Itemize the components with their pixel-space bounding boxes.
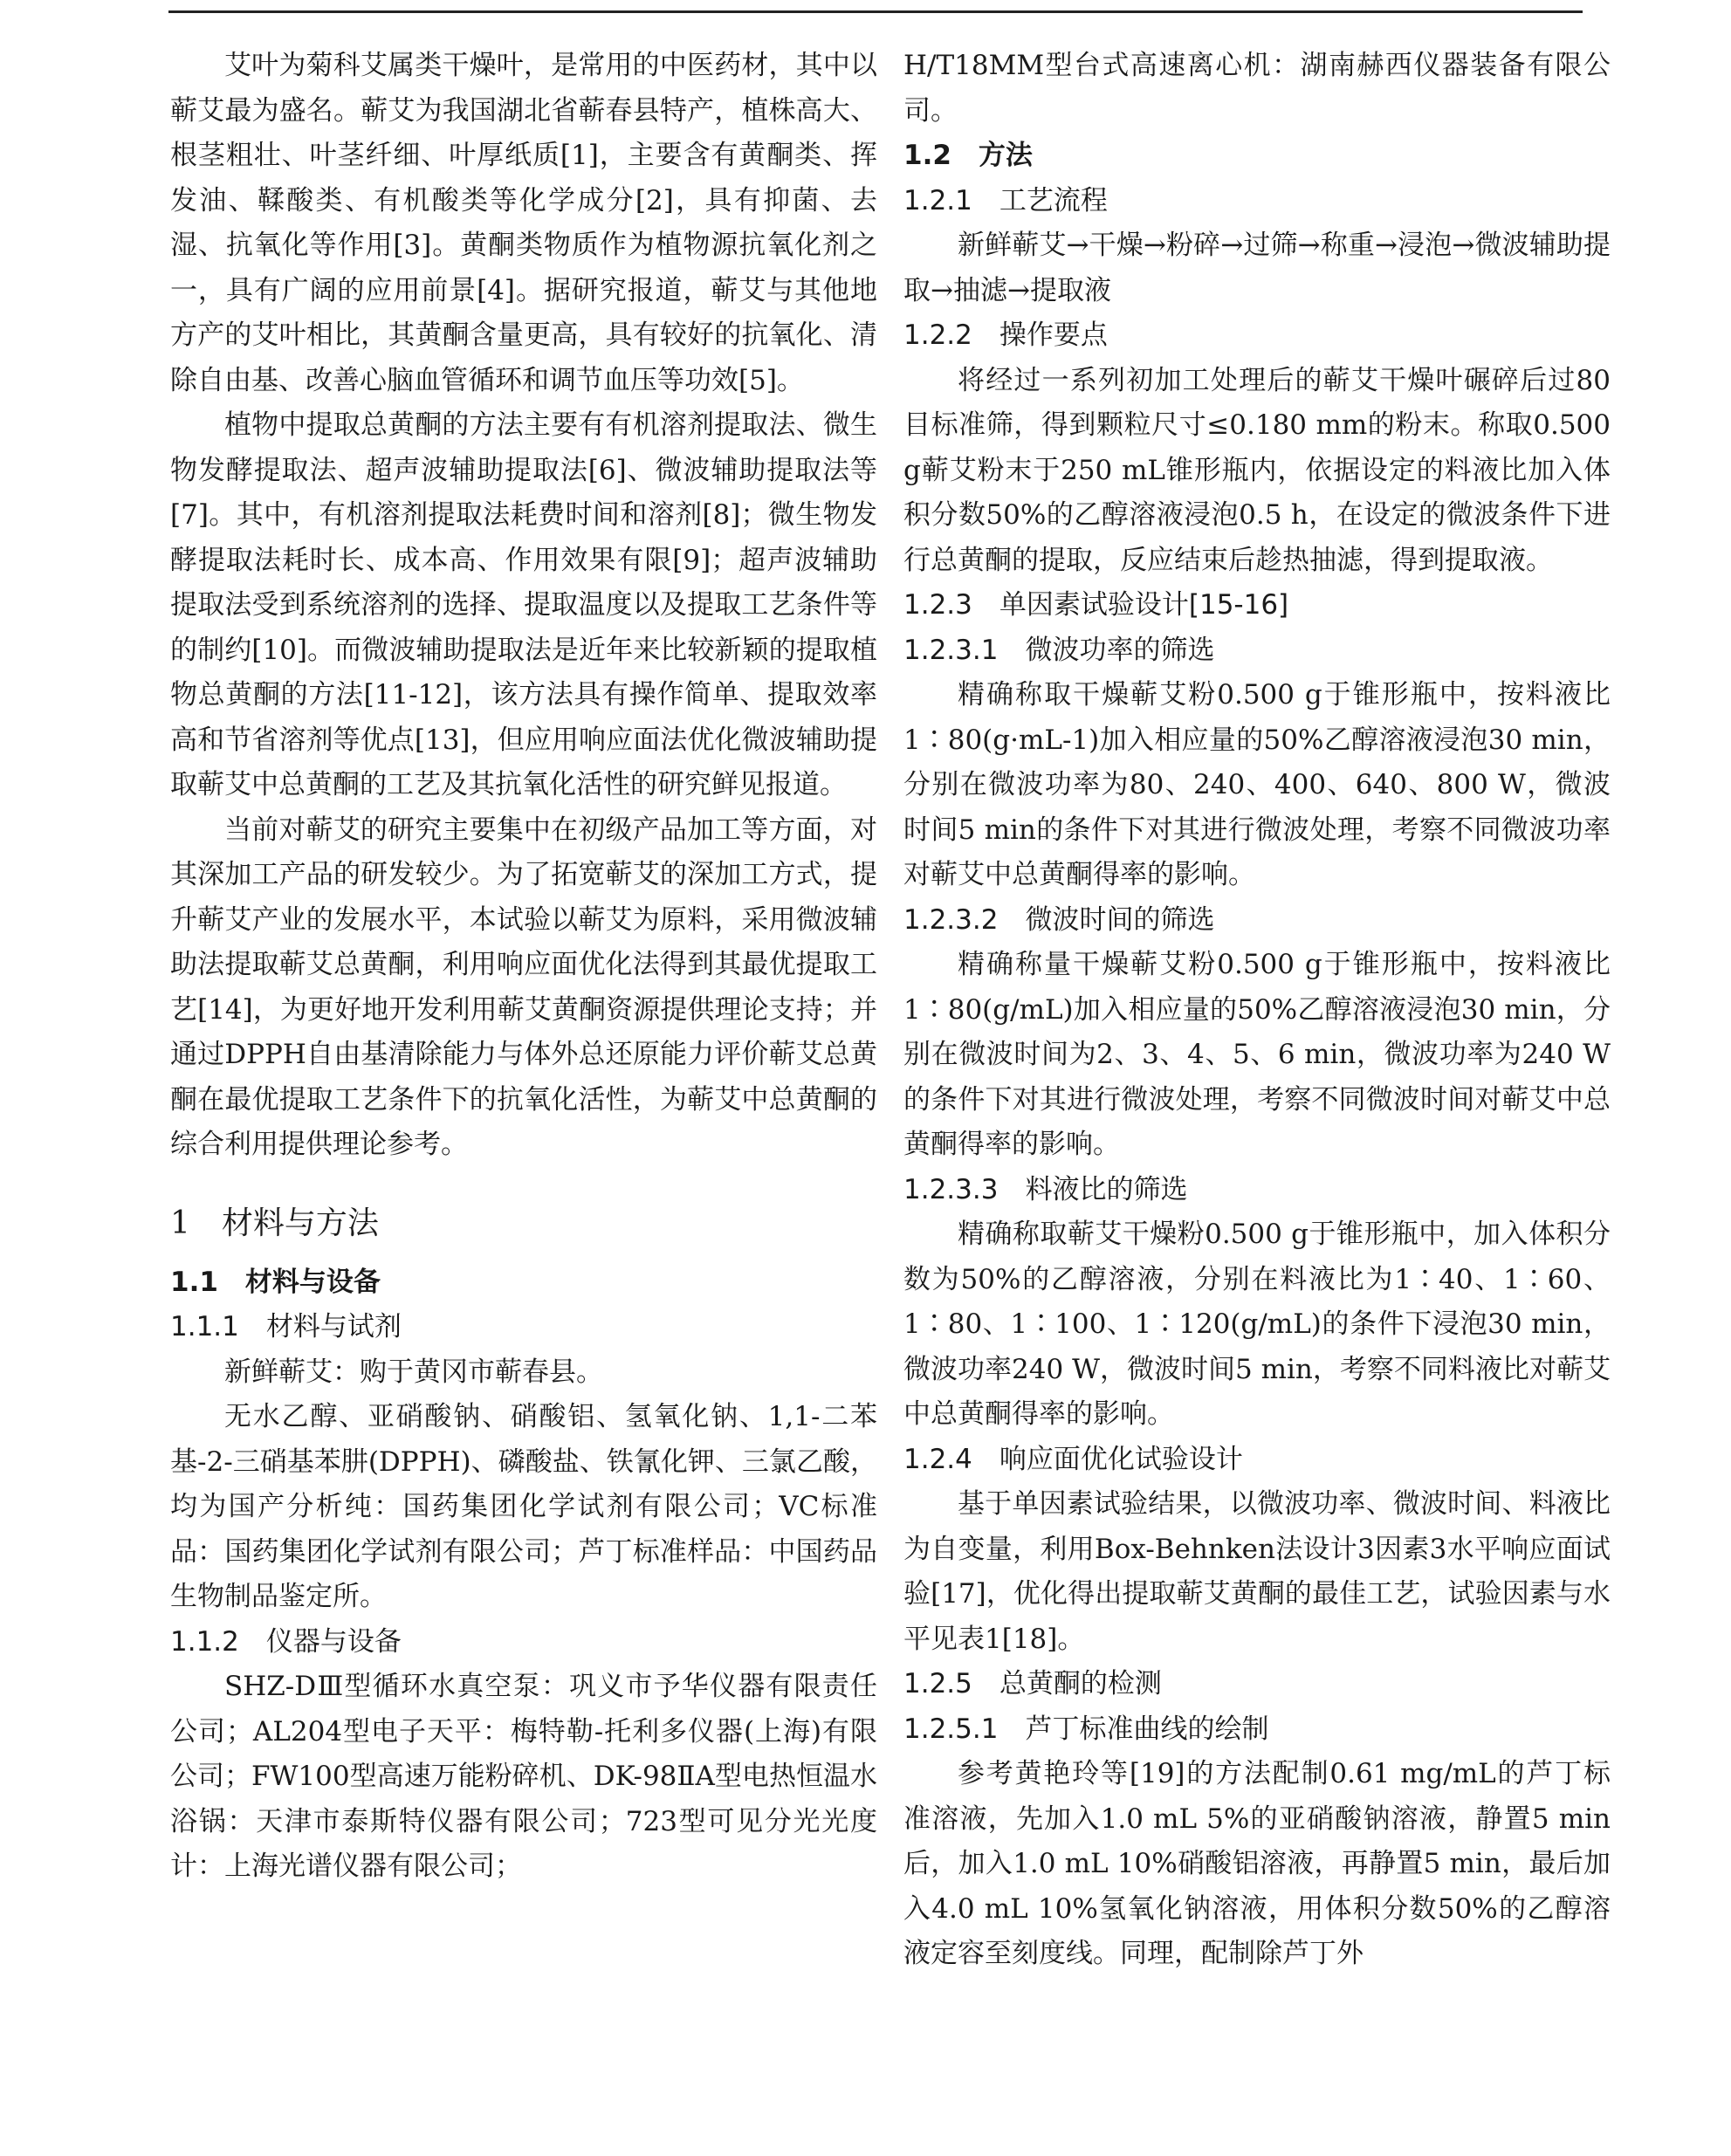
solid-liquid-ratio-paragraph: 精确称取蕲艾干燥粉0.500 g于锥形瓶中，加入体积分数为50%的乙醇溶液，分别在料液比为1∶40、1∶60、1∶80、1∶100、1∶120(g/mL)的条件下浸泡30 min，微波功率240 W，微波时间5 min，考察不同料液比对蕲艾中总黄酮得率的影响。 <box>903 1219 1611 1430</box>
subsection-heading-1-2-3: 1.2.3 单因素试验设计[15-16] <box>903 589 1289 621</box>
subsection-heading-1-2: 1.2 方法 <box>903 140 1033 171</box>
section-heading-materials-methods: 1 材料与方法 <box>170 1205 379 1241</box>
microwave-power-paragraph: 精确称取干燥蕲艾粉0.500 g于锥形瓶中，按料液比1∶80(g·mL-1)加入相应量的50%乙醇溶液浸泡30 min，分别在微波功率为80、240、400、640、800 W，微波时间5 min的条件下对其进行微波处理，考察不同微波功率对蕲艾中总黄酮得率的影响。 <box>903 679 1611 890</box>
equipment-paragraph-continued: H/T18MM型台式高速离心机：湖南赫西仪器装备有限公司。 <box>903 50 1611 127</box>
materials-paragraph-1: 新鲜蕲艾：购于黄冈市蕲春县。 <box>224 1356 603 1388</box>
intro-paragraph-1: 艾叶为菊科艾属类干燥叶，是常用的中医药材，其中以蕲艾最为盛名。蕲艾为我国湖北省蕲春县特产，植株高大、根茎粗壮、叶茎纤细、叶厚纸质[1]，主要含有黄酮类、挥发油、鞣酸类、有机酸类等化学成分[2]，具有抑菌、去湿、抗氧化等作用[3]。黄酮类物质作为植物源抗氧化剂之一，具有广阔的应用前景[4]。据研究报道，蕲艾与其他地方产的艾叶相比，其黄酮含量更高，具有较好的抗氧化、清除自由基、改善心脑血管循环和调节血压等功效[5]。 <box>170 50 877 396</box>
intro-paragraph-2: 植物中提取总黄酮的方法主要有有机溶剂提取法、微生物发酵提取法、超声波辅助提取法[6]、微波辅助提取法等[7]。其中，有机溶剂提取法耗费时间和溶剂[8]；微生物发酵提取法耗时长、成本高、作用效果有限[9]；超声波辅助提取法受到系统溶剂的选择、提取温度以及提取工艺条件等的制约[10]。而微波辅助提取法是近年来比较新颖的提取植物总黄酮的方法[11-12]，该方法具有操作简单、提取效率高和节省溶剂等优点[13]，但应用响应面法优化微波辅助提取蕲艾中总黄酮的工艺及其抗氧化活性的研究鲜见报道。 <box>170 409 877 800</box>
right-column <box>903 44 1611 1977</box>
equipment-paragraph: SHZ-DⅢ型循环水真空泵：巩义市予华仪器有限责任公司；AL204型电子天平：梅特勒-托利多仪器(上海)有限公司；FW100型高速万能粉碎机、DK-98ⅡA型电热恒温水浴锅：天津市泰斯特仪器有限公司；723型可见分光光度计：上海光谱仪器有限公司； <box>170 1671 877 1882</box>
subsection-heading-1-2-3-3: 1.2.3.3 料液比的筛选 <box>903 1173 1188 1205</box>
header-rule <box>168 10 1583 13</box>
left-column <box>170 44 877 1890</box>
subsection-heading-1-2-5-1: 1.2.5.1 芦丁标准曲线的绘制 <box>903 1713 1269 1745</box>
operation-points-paragraph: 将经过一系列初加工处理后的蕲艾干燥叶碾碎后过80目标准筛，得到颗粒尺寸≤0.180 mm的粉末。称取0.500 g蕲艾粉末于250 mL锥形瓶内，依据设定的料液比加入体积分数50%的乙醇溶液浸泡0.5 h，在设定的微波条件下进行总黄酮的提取，反应结束后趁热抽滤，得到提取液。 <box>903 364 1611 576</box>
subsection-heading-1-2-2: 1.2.2 操作要点 <box>903 319 1108 351</box>
subsection-heading-1-1: 1.1 材料与设备 <box>170 1266 381 1298</box>
subsection-heading-1-1-2: 1.1.2 仪器与设备 <box>170 1625 402 1658</box>
subsection-heading-1-2-4: 1.2.4 响应面优化试验设计 <box>903 1443 1243 1475</box>
subsection-heading-1-2-3-1: 1.2.3.1 微波功率的筛选 <box>903 634 1215 666</box>
subsection-heading-1-2-5: 1.2.5 总黄酮的检测 <box>903 1668 1162 1699</box>
microwave-time-paragraph: 精确称量干燥蕲艾粉0.500 g于锥形瓶中，按料液比1∶80(g/mL)加入相应量的50%乙醇溶液浸泡30 min，分别在微波时间为2、3、4、5、6 min，微波功率为240 W的条件下对其进行微波处理，考察不同微波时间对蕲艾中总黄酮得率的影响。 <box>903 949 1611 1160</box>
process-flow-paragraph: 新鲜蕲艾→干燥→粉碎→过筛→称重→浸泡→微波辅助提取→抽滤→提取液 <box>903 230 1611 306</box>
subsection-heading-1-2-3-2: 1.2.3.2 微波时间的筛选 <box>903 903 1215 936</box>
intro-paragraph-3: 当前对蕲艾的研究主要集中在初级产品加工等方面，对其深加工产品的研发较少。为了拓宽蕲艾的深加工方式，提升蕲艾产业的发展水平，本试验以蕲艾为原料，采用微波辅助法提取蕲艾总黄酮，利用响应面优化法得到其最优提取工艺[14]，为更好地开发利用蕲艾黄酮资源提供理论支持；并通过DPPH自由基清除能力与体外总还原能力评价蕲艾总黄酮在最优提取工艺条件下的抗氧化活性，为蕲艾中总黄酮的综合利用提供理论参考。 <box>170 814 877 1160</box>
subsection-heading-1-1-1: 1.1.1 材料与试剂 <box>170 1311 402 1342</box>
response-surface-paragraph: 基于单因素试验结果，以微波功率、微波时间、料液比为自变量，利用Box-Behnken法设计3因素3水平响应面试验[17]，优化得出提取蕲艾黄酮的最佳工艺，试验因素与水平见表1[18]。 <box>903 1488 1611 1655</box>
rutin-standard-paragraph: 参考黄艳玲等[19]的方法配制0.61 mg/mL的芦丁标准溶液，先加入1.0 mL 5%的亚硝酸钠溶液，静置5 min后，加入1.0 mL 10%硝酸铝溶液，再静置5 min，最后加入4.0 mL 10%氢氧化钠溶液，用体积分数50%的乙醇溶液定容至刻度线。同理，配制除芦丁外 <box>903 1758 1611 1969</box>
subsection-heading-1-2-1: 1.2.1 工艺流程 <box>903 184 1108 216</box>
materials-paragraph-2: 无水乙醇、亚硝酸钠、硝酸铝、氢氧化钠、1,1-二苯基-2-三硝基苯肼(DPPH)、磷酸盐、铁氰化钾、三氯乙酸，均为国产分析纯：国药集团化学试剂有限公司；VC标准品：国药集团化学试剂有限公司；芦丁标准样品：中国药品生物制品鉴定所。 <box>170 1401 877 1612</box>
